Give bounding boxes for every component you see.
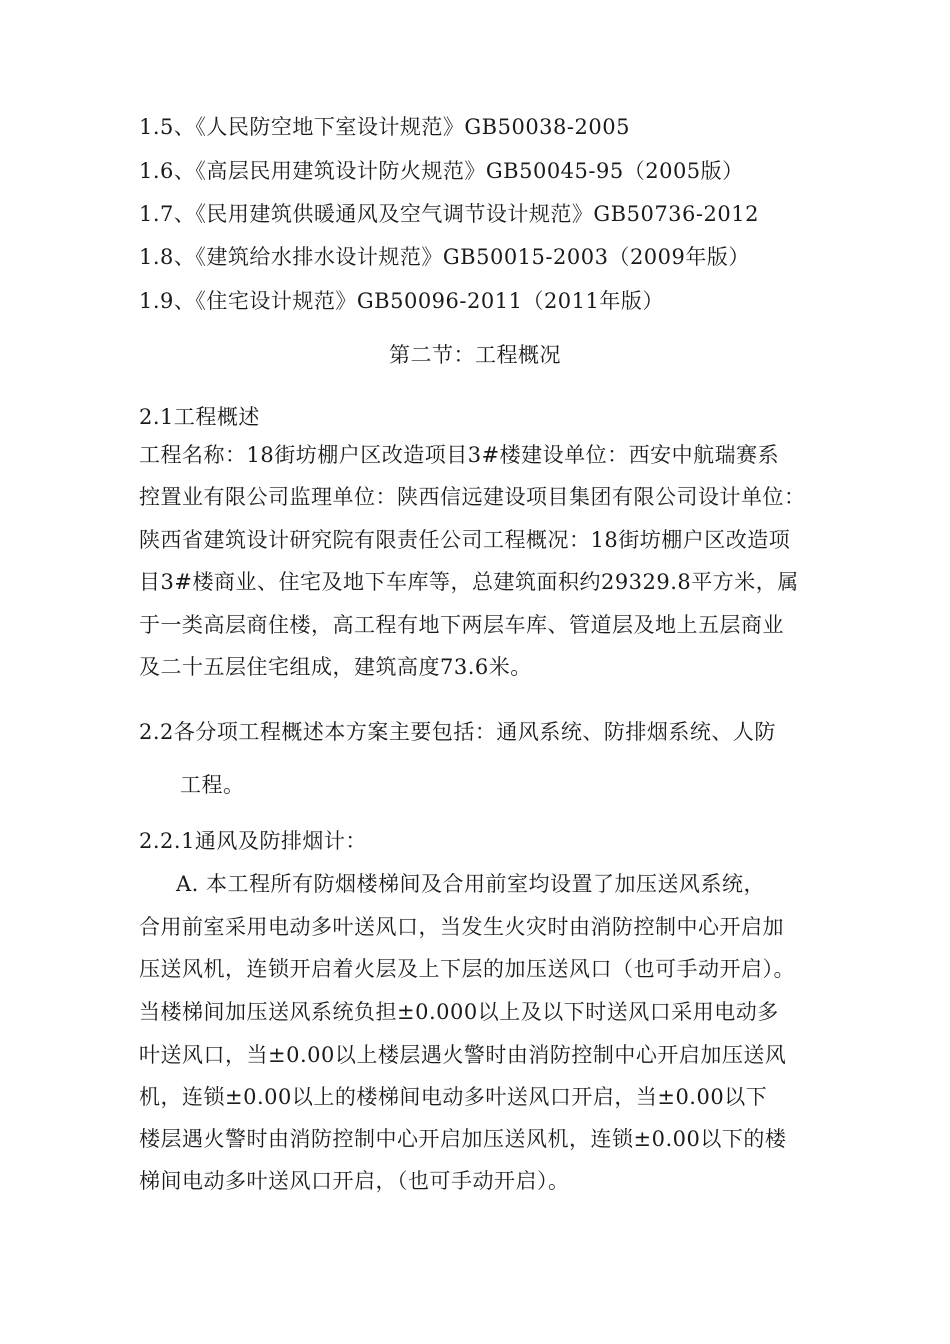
paragraph-line: 于一类高层商住楼，高工程有地下两层车库、管道层及地上五层商业: [139, 613, 784, 637]
reference-item: 1.9、《住宅设计规范》GB50096-2011（2011年版）: [139, 289, 664, 313]
paragraph-line: 合用前室采用电动多叶送风口，当发生火灾时由消防控制中心开启加: [139, 915, 784, 939]
paragraph-line: A. 本工程所有防烟楼梯间及合用前室均设置了加压送风系统，: [176, 872, 766, 896]
subsection-title: 2.2各分项工程概述本方案主要包括：通风系统、防排烟系统、人防: [139, 720, 776, 744]
paragraph-line: 控置业有限公司监理单位：陕西信远建设项目集团有限公司设计单位：: [139, 485, 806, 509]
paragraph-line: 工程名称：18街坊棚户区改造项目3#楼建设单位：西安中航瑞赛系: [139, 443, 780, 467]
subsection-title: 2.2.1通风及防排烟计：: [139, 829, 367, 853]
reference-item: 1.8、《建筑给水排水设计规范》GB50015-2003（2009年版）: [139, 245, 750, 269]
paragraph-line: 工程。: [180, 773, 245, 797]
paragraph-line: 机，连锁±0.00以上的楼梯间电动多叶送风口开启，当±0.00以下: [139, 1085, 768, 1109]
paragraph-line: 目3#楼商业、住宅及地下车库等，总建筑面积约29329.8平方米，属: [139, 570, 799, 594]
section-heading: 第二节：工程概况: [389, 343, 561, 367]
paragraph-line: 及二十五层住宅组成，建筑高度73.6米。: [139, 655, 532, 679]
reference-item: 1.5、《人民防空地下室设计规范》GB50038-2005: [139, 115, 630, 139]
subsection-title: 2.1工程概述: [139, 405, 260, 429]
paragraph-line: 楼层遇火警时由消防控制中心开启加压送风机，连锁±0.00以下的楼: [139, 1127, 787, 1151]
paragraph-line: 当楼梯间加压送风系统负担±0.000以上及以下时送风口采用电动多: [139, 1000, 779, 1024]
reference-item: 1.6、《高层民用建筑设计防火规范》GB50045-95（2005版）: [139, 159, 744, 183]
paragraph-line: 压送风机，连锁开启着火层及上下层的加压送风口（也可手动开启）。: [139, 957, 795, 981]
paragraph-line: 叶送风口，当±0.00以上楼层遇火警时由消防控制中心开启加压送风: [139, 1043, 787, 1067]
paragraph-line: 陕西省建筑设计研究院有限责任公司工程概况：18街坊棚户区改造项: [139, 528, 791, 552]
paragraph-line: 梯间电动多叶送风口开启，（也可手动开启）。: [139, 1169, 570, 1193]
reference-item: 1.7、《民用建筑供暖通风及空气调节设计规范》GB50736-2012: [139, 202, 759, 226]
